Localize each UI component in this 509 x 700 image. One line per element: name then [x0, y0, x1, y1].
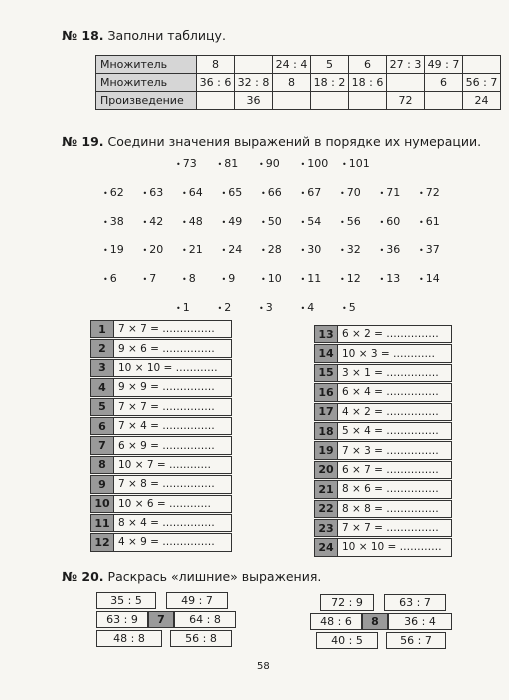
expression-row — [90, 436, 232, 454]
expression-number: 24 — [314, 538, 338, 556]
page-number: 58 — [257, 661, 270, 672]
expression-answer-field[interactable]: 10 × 10 = ………… — [338, 538, 452, 556]
expression-row — [90, 456, 232, 474]
number-dot[interactable]: • 63 — [143, 186, 164, 199]
number-dot[interactable]: • 50 — [261, 215, 282, 228]
table-cell[interactable]: 6 — [425, 74, 463, 92]
expression-answer-field[interactable]: 8 × 6 = …………… — [338, 480, 452, 498]
cell-center-number: 7 — [148, 611, 174, 628]
expression-number: 17 — [314, 403, 338, 421]
expression-number: 6 — [90, 417, 114, 435]
expression-number: 21 — [314, 480, 338, 498]
table-cell[interactable]: 49 : 7 — [425, 56, 463, 74]
expression-row — [90, 320, 232, 338]
number-dot[interactable]: • 42 — [143, 215, 164, 228]
table-cell[interactable] — [197, 92, 235, 110]
expression-number: 12 — [90, 533, 114, 551]
expression-number: 9 — [90, 475, 114, 493]
expression-answer-field[interactable]: 5 × 4 = …………… — [338, 422, 452, 440]
number-dot[interactable]: • 7 — [143, 272, 157, 285]
table-cell[interactable]: 32 : 8 — [235, 74, 273, 92]
cell-bot-2: 56 : 7 — [386, 632, 446, 649]
table-cell[interactable]: 36 — [235, 92, 273, 110]
expression-row — [314, 500, 452, 518]
expression-answer-field[interactable]: 7 × 3 = …………… — [338, 441, 452, 459]
number-dot[interactable]: • 67 — [301, 186, 322, 199]
expression-number: 1 — [90, 320, 114, 338]
table-cell[interactable]: 56 : 7 — [463, 74, 501, 92]
expression-number: 10 — [90, 495, 114, 513]
expression-row — [314, 325, 452, 343]
number-dot[interactable]: • 20 — [143, 243, 164, 256]
number-dot[interactable]: • 30 — [301, 243, 322, 256]
task-20-text: Раскрась «лишние» выражения. — [107, 569, 322, 584]
number-dot[interactable]: • 6 — [103, 272, 117, 285]
number-dot[interactable]: • 4 — [301, 301, 315, 314]
number-dot[interactable]: • 1 — [176, 301, 190, 314]
expression-row — [314, 383, 452, 401]
expression-answer-field[interactable]: 8 × 8 = …………… — [338, 500, 452, 518]
number-dot[interactable]: • 73 — [176, 157, 197, 170]
expression-number: 7 — [90, 436, 114, 454]
table-cell[interactable] — [425, 92, 463, 110]
expression-row — [314, 422, 452, 440]
number-dot[interactable]: • 37 — [419, 243, 440, 256]
expression-number: 16 — [314, 383, 338, 401]
number-dot[interactable]: • 66 — [261, 186, 282, 199]
number-dot[interactable]: • 49 — [222, 215, 243, 228]
cell-top-1: 35 : 5 — [96, 592, 156, 609]
number-dot[interactable]: • 72 — [419, 186, 440, 199]
table-cell[interactable]: 5 — [311, 56, 349, 74]
expression-row — [90, 339, 232, 357]
expression-number: 3 — [90, 359, 114, 377]
cell-center-number: 8 — [362, 613, 388, 630]
table-cell[interactable] — [235, 56, 273, 74]
table-cell[interactable]: 8 — [197, 56, 235, 74]
expression-answer-field[interactable]: 10 × 6 = ………… — [114, 495, 232, 513]
number-dot[interactable]: • 56 — [340, 215, 361, 228]
expression-row — [314, 364, 452, 382]
cell-mid-left: 63 : 9 — [96, 611, 148, 628]
number-dot[interactable]: • 48 — [182, 215, 203, 228]
cell-top-1: 72 : 9 — [320, 594, 374, 611]
number-dot[interactable]: • 65 — [222, 186, 243, 199]
expression-number: 13 — [314, 325, 338, 343]
number-dot[interactable]: • 8 — [182, 272, 196, 285]
cell-mid-right: 36 : 4 — [388, 613, 452, 630]
task-18-table — [95, 55, 501, 110]
cell-top-2: 63 : 7 — [384, 594, 446, 611]
expression-row — [314, 538, 452, 556]
number-dot[interactable]: • 54 — [301, 215, 322, 228]
task-20-title — [62, 569, 321, 584]
table-cell[interactable]: 8 — [273, 74, 311, 92]
number-dot[interactable]: • 19 — [103, 243, 124, 256]
expression-row — [314, 441, 452, 459]
expression-number: 18 — [314, 422, 338, 440]
number-dot[interactable]: • 38 — [103, 215, 124, 228]
number-dot[interactable]: • 24 — [222, 243, 243, 256]
task-18-title — [62, 28, 226, 43]
number-dot[interactable]: • 11 — [301, 272, 322, 285]
table-cell[interactable] — [349, 92, 387, 110]
number-dot[interactable]: • 64 — [182, 186, 203, 199]
cell-bot-2: 56 : 8 — [170, 630, 232, 647]
expression-answer-field[interactable]: 3 × 1 = …………… — [338, 364, 452, 382]
expression-number: 19 — [314, 441, 338, 459]
expression-number: 5 — [90, 398, 114, 416]
expression-answer-field[interactable]: 10 × 10 = ………… — [114, 359, 232, 377]
table-row — [96, 92, 501, 110]
expression-answer-field[interactable]: 7 × 7 = …………… — [338, 519, 452, 537]
cell-top-2: 49 : 7 — [166, 592, 228, 609]
table-cell[interactable]: 18 : 2 — [311, 74, 349, 92]
table-row — [96, 56, 501, 74]
expression-number: 8 — [90, 456, 114, 474]
number-dot[interactable]: • 61 — [419, 215, 440, 228]
table-row — [96, 74, 501, 92]
expression-row — [90, 495, 232, 513]
table-cell[interactable]: 36 : 6 — [197, 74, 235, 92]
number-dot[interactable]: • 21 — [182, 243, 203, 256]
number-dot[interactable]: • 101 — [342, 157, 370, 170]
expression-answer-field[interactable]: 6 × 4 = …………… — [338, 383, 452, 401]
expression-row — [90, 514, 232, 532]
table-cell[interactable]: 18 : 6 — [349, 74, 387, 92]
expression-answer-field[interactable]: 4 × 2 = …………… — [338, 403, 452, 421]
expression-answer-field[interactable]: 7 × 8 = …………… — [114, 475, 232, 493]
expression-answer-field[interactable]: 7 × 7 = …………… — [114, 320, 232, 338]
table-cell[interactable]: 6 — [349, 56, 387, 74]
row-label: Множитель — [96, 74, 197, 92]
number-dot[interactable]: • 32 — [340, 243, 361, 256]
task-19-title — [62, 134, 481, 149]
number-dot[interactable]: • 14 — [419, 272, 440, 285]
expression-row — [314, 480, 452, 498]
expression-answer-field[interactable]: 10 × 7 = ………… — [114, 456, 232, 474]
task-19-text: Соедини значения выражений в порядке их нумерации. — [107, 134, 482, 149]
expression-number: 23 — [314, 519, 338, 537]
expression-row — [314, 519, 452, 537]
expression-answer-field[interactable]: 9 × 9 = …………… — [114, 378, 232, 396]
table-cell[interactable]: 27 : 3 — [387, 56, 425, 74]
expression-answer-field[interactable]: 9 × 6 = …………… — [114, 339, 232, 357]
number-dot[interactable]: • 71 — [380, 186, 401, 199]
number-dot[interactable]: • 3 — [259, 301, 273, 314]
expression-row — [90, 475, 232, 493]
number-dot[interactable]: • 10 — [261, 272, 282, 285]
expression-answer-field[interactable]: 8 × 4 = …………… — [114, 514, 232, 532]
row-label: Множитель — [96, 56, 197, 74]
table-cell[interactable]: 24 : 4 — [273, 56, 311, 74]
table-cell[interactable]: 72 — [387, 92, 425, 110]
number-dot[interactable]: • 12 — [340, 272, 361, 285]
number-dot[interactable]: • 13 — [380, 272, 401, 285]
number-dot[interactable]: • 5 — [342, 301, 356, 314]
expression-number: 14 — [314, 344, 338, 362]
expression-answer-field[interactable]: 6 × 2 = …………… — [338, 325, 452, 343]
expression-row — [90, 378, 232, 396]
expression-row — [90, 398, 232, 416]
cell-mid-right: 64 : 8 — [174, 611, 236, 628]
expression-list-left — [90, 320, 232, 553]
expression-number: 2 — [90, 339, 114, 357]
expression-answer-field[interactable]: 6 × 9 = …………… — [114, 436, 232, 454]
number-dot[interactable]: • 36 — [380, 243, 401, 256]
task-18-text: Заполни таблицу. — [107, 28, 226, 43]
expression-answer-field[interactable]: 7 × 7 = …………… — [114, 398, 232, 416]
task-18-number: № 18. — [62, 28, 104, 43]
expression-number: 11 — [90, 514, 114, 532]
expression-answer-field[interactable]: 7 × 4 = …………… — [114, 417, 232, 435]
number-dot[interactable]: • 81 — [218, 157, 239, 170]
table-cell[interactable] — [273, 92, 311, 110]
expression-answer-field[interactable]: 10 × 3 = ………… — [338, 344, 452, 362]
table-cell[interactable] — [463, 56, 501, 74]
expression-number: 15 — [314, 364, 338, 382]
expression-row — [90, 417, 232, 435]
cell-bot-1: 40 : 5 — [316, 632, 378, 649]
task-19-number: № 19. — [62, 134, 104, 149]
expression-row — [314, 344, 452, 362]
table-cell[interactable]: 24 — [463, 92, 501, 110]
expression-row — [314, 403, 452, 421]
number-dot[interactable]: • 90 — [259, 157, 280, 170]
number-dot[interactable]: • 9 — [222, 272, 236, 285]
number-dot[interactable]: • 70 — [340, 186, 361, 199]
expression-answer-field[interactable]: 6 × 7 = …………… — [338, 461, 452, 479]
cell-bot-1: 48 : 8 — [96, 630, 162, 647]
table-cell[interactable] — [387, 74, 425, 92]
expression-number: 20 — [314, 461, 338, 479]
number-dot[interactable]: • 2 — [218, 301, 232, 314]
number-dot[interactable]: • 60 — [380, 215, 401, 228]
row-label: Произведение — [96, 92, 197, 110]
number-dot[interactable]: • 62 — [103, 186, 124, 199]
expression-row — [90, 359, 232, 377]
number-dot[interactable]: • 28 — [261, 243, 282, 256]
expression-number: 22 — [314, 500, 338, 518]
task-20-number: № 20. — [62, 569, 104, 584]
cell-mid-left: 48 : 6 — [310, 613, 362, 630]
expression-number: 4 — [90, 378, 114, 396]
table-cell[interactable] — [311, 92, 349, 110]
number-dot[interactable]: • 100 — [301, 157, 329, 170]
expression-row — [90, 533, 232, 551]
expression-row — [314, 461, 452, 479]
expression-answer-field[interactable]: 4 × 9 = …………… — [114, 533, 232, 551]
expression-list-right — [314, 325, 452, 558]
